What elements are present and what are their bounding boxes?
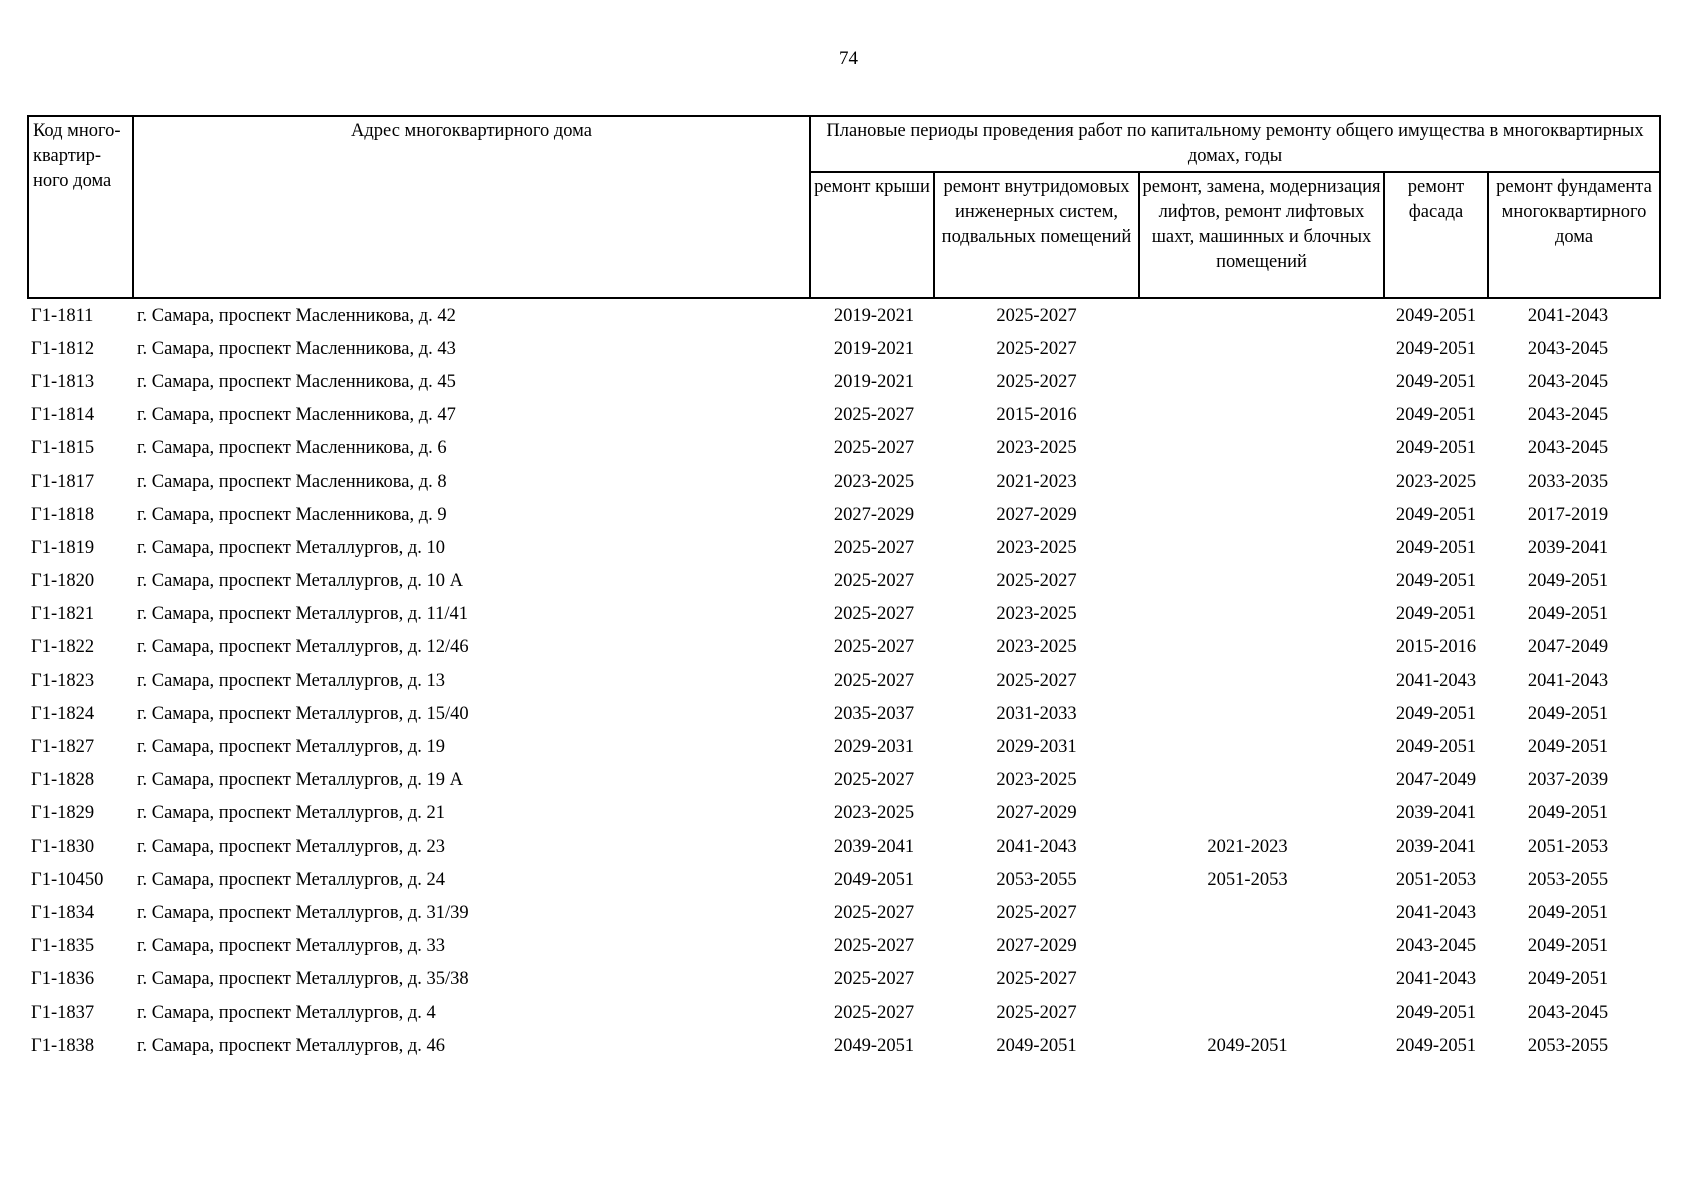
cell-address: г. Самара, проспект Масленникова, д. 45 xyxy=(137,371,456,392)
cell-lifts: 2021-2023 xyxy=(1207,836,1288,857)
cell-lifts xyxy=(1139,664,1384,697)
cell-foundation: 2043-2045 xyxy=(1527,405,1609,426)
cell-lifts xyxy=(1139,996,1384,1029)
cell-roof: 2039-2041 xyxy=(833,836,915,857)
cell-systems: 2023-2025 xyxy=(996,438,1077,459)
cell-code: Г1-1817 xyxy=(31,471,95,492)
cell-foundation: 2017-2019 xyxy=(1527,504,1609,525)
cell-address: г. Самара, проспект Металлургов, д. 35/38 xyxy=(137,969,469,990)
cell-foundation: 2043-2045 xyxy=(1527,338,1609,359)
table-row xyxy=(28,498,1660,531)
cell-code: Г1-1814 xyxy=(31,405,95,426)
cell-foundation: 2049-2051 xyxy=(1527,571,1609,592)
cell-systems: 2025-2027 xyxy=(996,571,1077,592)
cell-lifts: 2051-2053 xyxy=(1207,869,1288,890)
cell-foundation: 2049-2051 xyxy=(1527,902,1609,923)
cell-code: Г1-1830 xyxy=(31,836,95,857)
cell-facade: 2049-2051 xyxy=(1395,305,1477,326)
cell-systems: 2025-2027 xyxy=(996,670,1077,691)
cell-roof: 2025-2027 xyxy=(833,969,915,990)
cell-systems: 2021-2023 xyxy=(996,471,1077,492)
table-row xyxy=(28,565,1660,598)
cell-address: г. Самара, проспект Масленникова, д. 9 xyxy=(137,504,447,525)
table-row xyxy=(28,365,1660,398)
cell-code: Г1-1836 xyxy=(31,969,95,990)
cell-lifts xyxy=(1139,730,1384,763)
cell-address: г. Самара, проспект Масленникова, д. 8 xyxy=(137,471,447,492)
table-row xyxy=(28,598,1660,631)
table-header xyxy=(28,116,1660,298)
cell-foundation: 2041-2043 xyxy=(1527,670,1609,691)
cell-address: г. Самара, проспект Масленникова, д. 42 xyxy=(137,305,456,326)
cell-facade: 2049-2051 xyxy=(1395,1035,1477,1056)
cell-lifts xyxy=(1139,298,1384,332)
cell-foundation: 2049-2051 xyxy=(1527,936,1609,957)
cell-systems: 2025-2027 xyxy=(996,902,1077,923)
cell-facade: 2041-2043 xyxy=(1395,670,1477,691)
cell-lifts xyxy=(1139,963,1384,996)
cell-foundation: 2051-2053 xyxy=(1527,836,1609,857)
cell-systems: 2025-2027 xyxy=(996,305,1077,326)
cell-address: г. Самара, проспект Масленникова, д. 47 xyxy=(137,405,456,426)
page-number: 74 xyxy=(839,48,858,69)
table-row xyxy=(28,830,1660,863)
cell-address: г. Самара, проспект Металлургов, д. 33 xyxy=(137,936,446,957)
cell-roof: 2035-2037 xyxy=(833,703,915,724)
cell-systems: 2023-2025 xyxy=(996,637,1077,658)
cell-facade: 2051-2053 xyxy=(1395,869,1477,890)
table-body xyxy=(28,298,1660,1062)
cell-code: Г1-1820 xyxy=(31,571,95,592)
cell-systems: 2027-2029 xyxy=(996,936,1077,957)
table-row xyxy=(28,764,1660,797)
cell-roof: 2025-2027 xyxy=(833,604,915,625)
table-row xyxy=(28,896,1660,929)
table-row xyxy=(28,697,1660,730)
cell-roof: 2025-2027 xyxy=(833,770,915,791)
cell-systems: 2015-2016 xyxy=(996,405,1077,426)
cell-roof: 2025-2027 xyxy=(833,637,915,658)
cell-systems: 2023-2025 xyxy=(996,604,1077,625)
table-row xyxy=(28,332,1660,365)
cell-address: г. Самара, проспект Масленникова, д. 43 xyxy=(137,338,456,359)
cell-roof: 2025-2027 xyxy=(833,1002,915,1023)
cell-roof: 2025-2027 xyxy=(833,902,915,923)
cell-code: Г1-1823 xyxy=(31,670,95,691)
cell-address: г. Самара, проспект Металлургов, д. 13 xyxy=(137,670,446,691)
table-row xyxy=(28,465,1660,498)
table-row xyxy=(28,863,1660,896)
cell-code: Г1-1835 xyxy=(31,936,95,957)
cell-address: г. Самара, проспект Металлургов, д. 10 xyxy=(137,537,446,558)
cell-facade: 2039-2041 xyxy=(1395,803,1477,824)
table-row xyxy=(28,432,1660,465)
header-code: Код много-квартир-ного дома xyxy=(28,116,133,298)
table-row xyxy=(28,1029,1660,1062)
cell-facade: 2049-2051 xyxy=(1395,438,1477,459)
cell-lifts xyxy=(1139,930,1384,963)
cell-facade: 2043-2045 xyxy=(1395,936,1477,957)
cell-lifts xyxy=(1139,697,1384,730)
cell-facade: 2049-2051 xyxy=(1395,405,1477,426)
table-row xyxy=(28,298,1660,332)
cell-code: Г1-1828 xyxy=(31,770,95,791)
cell-foundation: 2043-2045 xyxy=(1527,371,1609,392)
cell-code: Г1-1834 xyxy=(31,902,95,923)
cell-address: г. Самара, проспект Металлургов, д. 10 А xyxy=(137,571,464,592)
table-row xyxy=(28,797,1660,830)
cell-systems: 2025-2027 xyxy=(996,338,1077,359)
cell-lifts xyxy=(1139,465,1384,498)
cell-systems: 2029-2031 xyxy=(996,737,1077,758)
cell-lifts xyxy=(1139,896,1384,929)
header-facade: ремонт фасада xyxy=(1384,172,1488,298)
cell-facade: 2049-2051 xyxy=(1395,371,1477,392)
cell-systems: 2041-2043 xyxy=(996,836,1077,857)
cell-lifts xyxy=(1139,399,1384,432)
cell-lifts xyxy=(1139,631,1384,664)
cell-systems: 2027-2029 xyxy=(996,504,1077,525)
cell-code: Г1-1815 xyxy=(31,438,95,459)
cell-address: г. Самара, проспект Металлургов, д. 12/46 xyxy=(137,637,469,658)
cell-systems: 2027-2029 xyxy=(996,803,1077,824)
table-row xyxy=(28,963,1660,996)
cell-address: г. Самара, проспект Металлургов, д. 23 xyxy=(137,836,446,857)
cell-facade: 2023-2025 xyxy=(1395,471,1477,492)
table-row xyxy=(28,399,1660,432)
table-row xyxy=(28,730,1660,763)
header-address: Адрес многоквартирного дома xyxy=(133,116,810,298)
cell-lifts xyxy=(1139,797,1384,830)
cell-lifts xyxy=(1139,565,1384,598)
cell-foundation: 2033-2035 xyxy=(1527,471,1609,492)
cell-code: Г1-1811 xyxy=(31,305,94,326)
cell-roof: 2025-2027 xyxy=(833,438,915,459)
cell-systems: 2053-2055 xyxy=(996,869,1077,890)
cell-roof: 2019-2021 xyxy=(833,371,915,392)
cell-lifts xyxy=(1139,332,1384,365)
cell-facade: 2049-2051 xyxy=(1395,703,1477,724)
cell-facade: 2047-2049 xyxy=(1395,770,1477,791)
cell-code: Г1-1827 xyxy=(31,737,95,758)
cell-facade: 2039-2041 xyxy=(1395,836,1477,857)
cell-address: г. Самара, проспект Металлургов, д. 24 xyxy=(137,869,446,890)
cell-code: Г1-1838 xyxy=(31,1035,95,1056)
cell-roof: 2025-2027 xyxy=(833,537,915,558)
cell-roof: 2023-2025 xyxy=(833,803,915,824)
cell-lifts xyxy=(1139,531,1384,564)
cell-facade: 2049-2051 xyxy=(1395,1002,1477,1023)
cell-lifts xyxy=(1139,432,1384,465)
cell-foundation: 2041-2043 xyxy=(1527,305,1609,326)
cell-foundation: 2049-2051 xyxy=(1527,703,1609,724)
cell-facade: 2049-2051 xyxy=(1395,537,1477,558)
cell-facade: 2015-2016 xyxy=(1395,637,1477,658)
cell-code: Г1-1813 xyxy=(31,371,95,392)
cell-lifts xyxy=(1139,764,1384,797)
table-row xyxy=(28,664,1660,697)
cell-facade: 2049-2051 xyxy=(1395,737,1477,758)
cell-code: Г1-1822 xyxy=(31,637,95,658)
header-lifts: ремонт, замена, модернизация лифтов, ремонт лифтовых шахт, машинных и блочных помещений xyxy=(1139,172,1384,298)
cell-lifts: 2049-2051 xyxy=(1207,1035,1288,1056)
cell-address: г. Самара, проспект Металлургов, д. 4 xyxy=(137,1002,436,1023)
cell-foundation: 2053-2055 xyxy=(1527,869,1609,890)
cell-systems: 2025-2027 xyxy=(996,371,1077,392)
cell-roof: 2025-2027 xyxy=(833,405,915,426)
cell-roof: 2049-2051 xyxy=(833,1035,915,1056)
cell-address: г. Самара, проспект Металлургов, д. 21 xyxy=(137,803,446,824)
cell-address: г. Самара, проспект Металлургов, д. 19 А xyxy=(137,770,464,791)
cell-address: г. Самара, проспект Металлургов, д. 15/40 xyxy=(137,703,469,724)
cell-address: г. Самара, проспект Металлургов, д. 46 xyxy=(137,1035,446,1056)
cell-foundation: 2049-2051 xyxy=(1527,803,1609,824)
cell-code: Г1-1829 xyxy=(31,803,95,824)
cell-roof: 2029-2031 xyxy=(833,737,915,758)
cell-roof: 2025-2027 xyxy=(833,670,915,691)
header-systems: ремонт внутридомовых инженерных систем, подвальных помещений xyxy=(934,172,1139,298)
cell-facade: 2041-2043 xyxy=(1395,969,1477,990)
cell-code: Г1-1821 xyxy=(31,604,95,625)
cell-roof: 2019-2021 xyxy=(833,338,915,359)
cell-facade: 2041-2043 xyxy=(1395,902,1477,923)
header-planned-periods: Плановые периоды проведения работ по капитальному ремонту общего имущества в многоквартирных домах, годы xyxy=(810,116,1660,172)
cell-foundation: 2043-2045 xyxy=(1527,438,1609,459)
cell-address: г. Самара, проспект Металлургов, д. 31/39 xyxy=(137,902,469,923)
table-row xyxy=(28,996,1660,1029)
cell-facade: 2049-2051 xyxy=(1395,604,1477,625)
cell-roof: 2023-2025 xyxy=(833,471,915,492)
cell-code: Г1-1837 xyxy=(31,1002,95,1023)
cell-lifts xyxy=(1139,598,1384,631)
cell-facade: 2049-2051 xyxy=(1395,571,1477,592)
cell-foundation: 2037-2039 xyxy=(1527,770,1609,791)
header-foundation: ремонт фундамента многоквартирного дома xyxy=(1488,172,1660,298)
cell-systems: 2025-2027 xyxy=(996,969,1077,990)
cell-foundation: 2039-2041 xyxy=(1527,537,1609,558)
cell-address: г. Самара, проспект Масленникова, д. 6 xyxy=(137,438,447,459)
cell-code: Г1-1818 xyxy=(31,504,95,525)
cell-facade: 2049-2051 xyxy=(1395,338,1477,359)
cell-facade: 2049-2051 xyxy=(1395,504,1477,525)
header-roof: ремонт крыши xyxy=(810,172,934,298)
table-row xyxy=(28,631,1660,664)
cell-systems: 2031-2033 xyxy=(996,703,1077,724)
cell-foundation: 2047-2049 xyxy=(1527,637,1609,658)
cell-code: Г1-1812 xyxy=(31,338,95,359)
cell-roof: 2025-2027 xyxy=(833,571,915,592)
cell-address: г. Самара, проспект Металлургов, д. 11/41 xyxy=(137,604,468,625)
cell-roof: 2027-2029 xyxy=(833,504,915,525)
cell-foundation: 2049-2051 xyxy=(1527,604,1609,625)
cell-systems: 2049-2051 xyxy=(996,1035,1077,1056)
table-row xyxy=(28,930,1660,963)
cell-code: Г1-10450 xyxy=(31,869,104,890)
cell-address: г. Самара, проспект Металлургов, д. 19 xyxy=(137,737,446,758)
cell-code: Г1-1819 xyxy=(31,537,95,558)
cell-lifts xyxy=(1139,498,1384,531)
cell-roof: 2025-2027 xyxy=(833,936,915,957)
cell-foundation: 2049-2051 xyxy=(1527,737,1609,758)
cell-lifts xyxy=(1139,365,1384,398)
cell-roof: 2049-2051 xyxy=(833,869,915,890)
cell-systems: 2025-2027 xyxy=(996,1002,1077,1023)
cell-systems: 2023-2025 xyxy=(996,537,1077,558)
capital-repair-table xyxy=(27,115,1661,1062)
cell-code: Г1-1824 xyxy=(31,703,95,724)
table-row xyxy=(28,531,1660,564)
cell-foundation: 2053-2055 xyxy=(1527,1035,1609,1056)
cell-foundation: 2049-2051 xyxy=(1527,969,1609,990)
cell-systems: 2023-2025 xyxy=(996,770,1077,791)
cell-roof: 2019-2021 xyxy=(833,305,915,326)
cell-foundation: 2043-2045 xyxy=(1527,1002,1609,1023)
